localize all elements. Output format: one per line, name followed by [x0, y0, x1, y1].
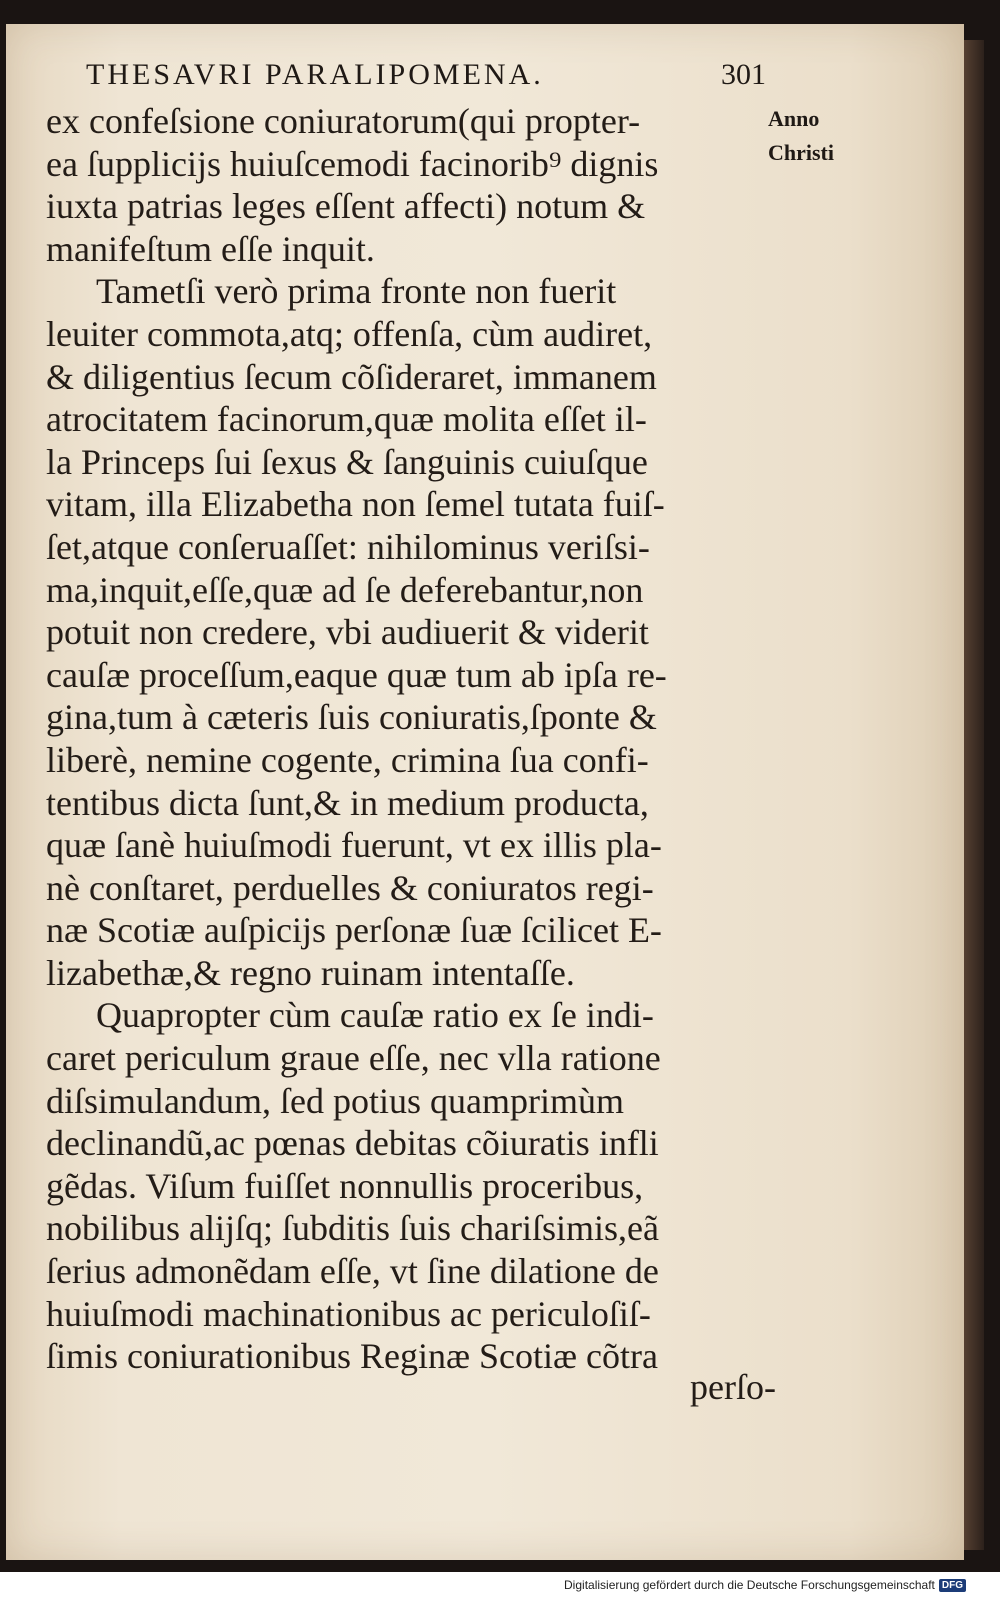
- text-line: atrocitatem facinorum,quæ molita eſſet il-: [46, 399, 647, 440]
- text-line: huiuſmodi machinationibus ac periculoſiſ-: [46, 1293, 651, 1334]
- text-line: ex confeſsione coniuratorum(qui propter-: [46, 101, 641, 141]
- text-line: Quapropter cùm cauſæ ratio ex ſe indi-: [96, 995, 654, 1036]
- running-head: [86, 58, 766, 102]
- text-line: Tametſi verò prima fronte non fuerit: [96, 271, 617, 312]
- text-line: cauſæ proceſſum,eaque quæ tum ab ipſa re-: [46, 654, 667, 695]
- margin-note: [768, 102, 864, 170]
- credit-text: Digitalisierung gefördert durch die Deutsche Forschungsgemeinschaft: [564, 1578, 935, 1592]
- text-line: diſsimulandum, ſed potius quamprimùm: [46, 1080, 624, 1121]
- folio-number: 301: [721, 58, 766, 91]
- digitization-credit: [564, 1578, 966, 1592]
- text-line: lizabethæ,& regno ruinam intentaſſe.: [46, 952, 575, 993]
- text-line: iuxta patrias leges eſſent affecti) notum &: [46, 186, 646, 227]
- dfg-logo: DFG: [939, 1579, 966, 1592]
- text-line: caret periculum graue eſſe, nec vlla ratione: [46, 1038, 661, 1079]
- text-line: quæ ſanè huiuſmodi fuerunt, vt ex illis pla-: [46, 825, 662, 866]
- text-line: ſerius admonẽdam eſſe, vt ſine dilatione de: [46, 1251, 659, 1292]
- text-line: gina,tum à cæteris ſuis coniuratis,ſponte &: [46, 697, 657, 738]
- text-line: potuit non credere, vbi audiuerit & viderit: [46, 612, 649, 653]
- margin-note-line: Christi: [768, 140, 834, 165]
- running-title: THESAVRI PARALIPOMENA.: [86, 58, 544, 91]
- text-line: & diligentius ſecum cõſideraret, immanem: [46, 356, 657, 397]
- text-line: la Princeps ſui ſexus & ſanguinis cuiuſque: [46, 441, 648, 482]
- text-line: ea ſupplicijs huiuſcemodi facinorib⁹ dignis: [46, 143, 659, 184]
- text-line: ſet,atque conſeruaſſet: nihilominus veriſsi-: [46, 526, 650, 567]
- text-line: gẽdas. Viſum fuiſſet nonnullis proceribus,: [46, 1165, 644, 1206]
- text-line: liberè, nemine cogente, crimina ſua confi-: [46, 739, 649, 780]
- catchword: perſo-: [690, 1367, 776, 1407]
- text-line: ma,inquit,eſſe,quæ ad ſe deferebantur,non: [46, 569, 644, 610]
- text-line: tentibus dicta ſunt,& in medium producta,: [46, 782, 649, 823]
- text-line: ſimis coniurationibus Reginæ Scotiæ cõtra: [46, 1336, 658, 1377]
- text-line: vitam, illa Elizabetha non ſemel tutata fuiſ-: [46, 484, 665, 525]
- text-line: nè conſtaret, perduelles & coniuratos regi-: [46, 867, 654, 908]
- text-line: leuiter commota,atq; offenſa, cùm audiret,: [46, 313, 653, 354]
- text-line: nobilibus alijſq; ſubditis ſuis chariſsimis,eã: [46, 1208, 659, 1249]
- book-page-edge: [962, 40, 984, 1550]
- body-text: [46, 100, 770, 1378]
- text-line: declinandũ,ac pœnas debitas cõiuratis infli: [46, 1123, 659, 1164]
- margin-note-line: Anno: [768, 106, 820, 131]
- text-line: manifeſtum eſſe inquit.: [46, 228, 375, 269]
- text-line: næ Scotiæ auſpicijs perſonæ ſuæ ſcilicet E-: [46, 910, 662, 951]
